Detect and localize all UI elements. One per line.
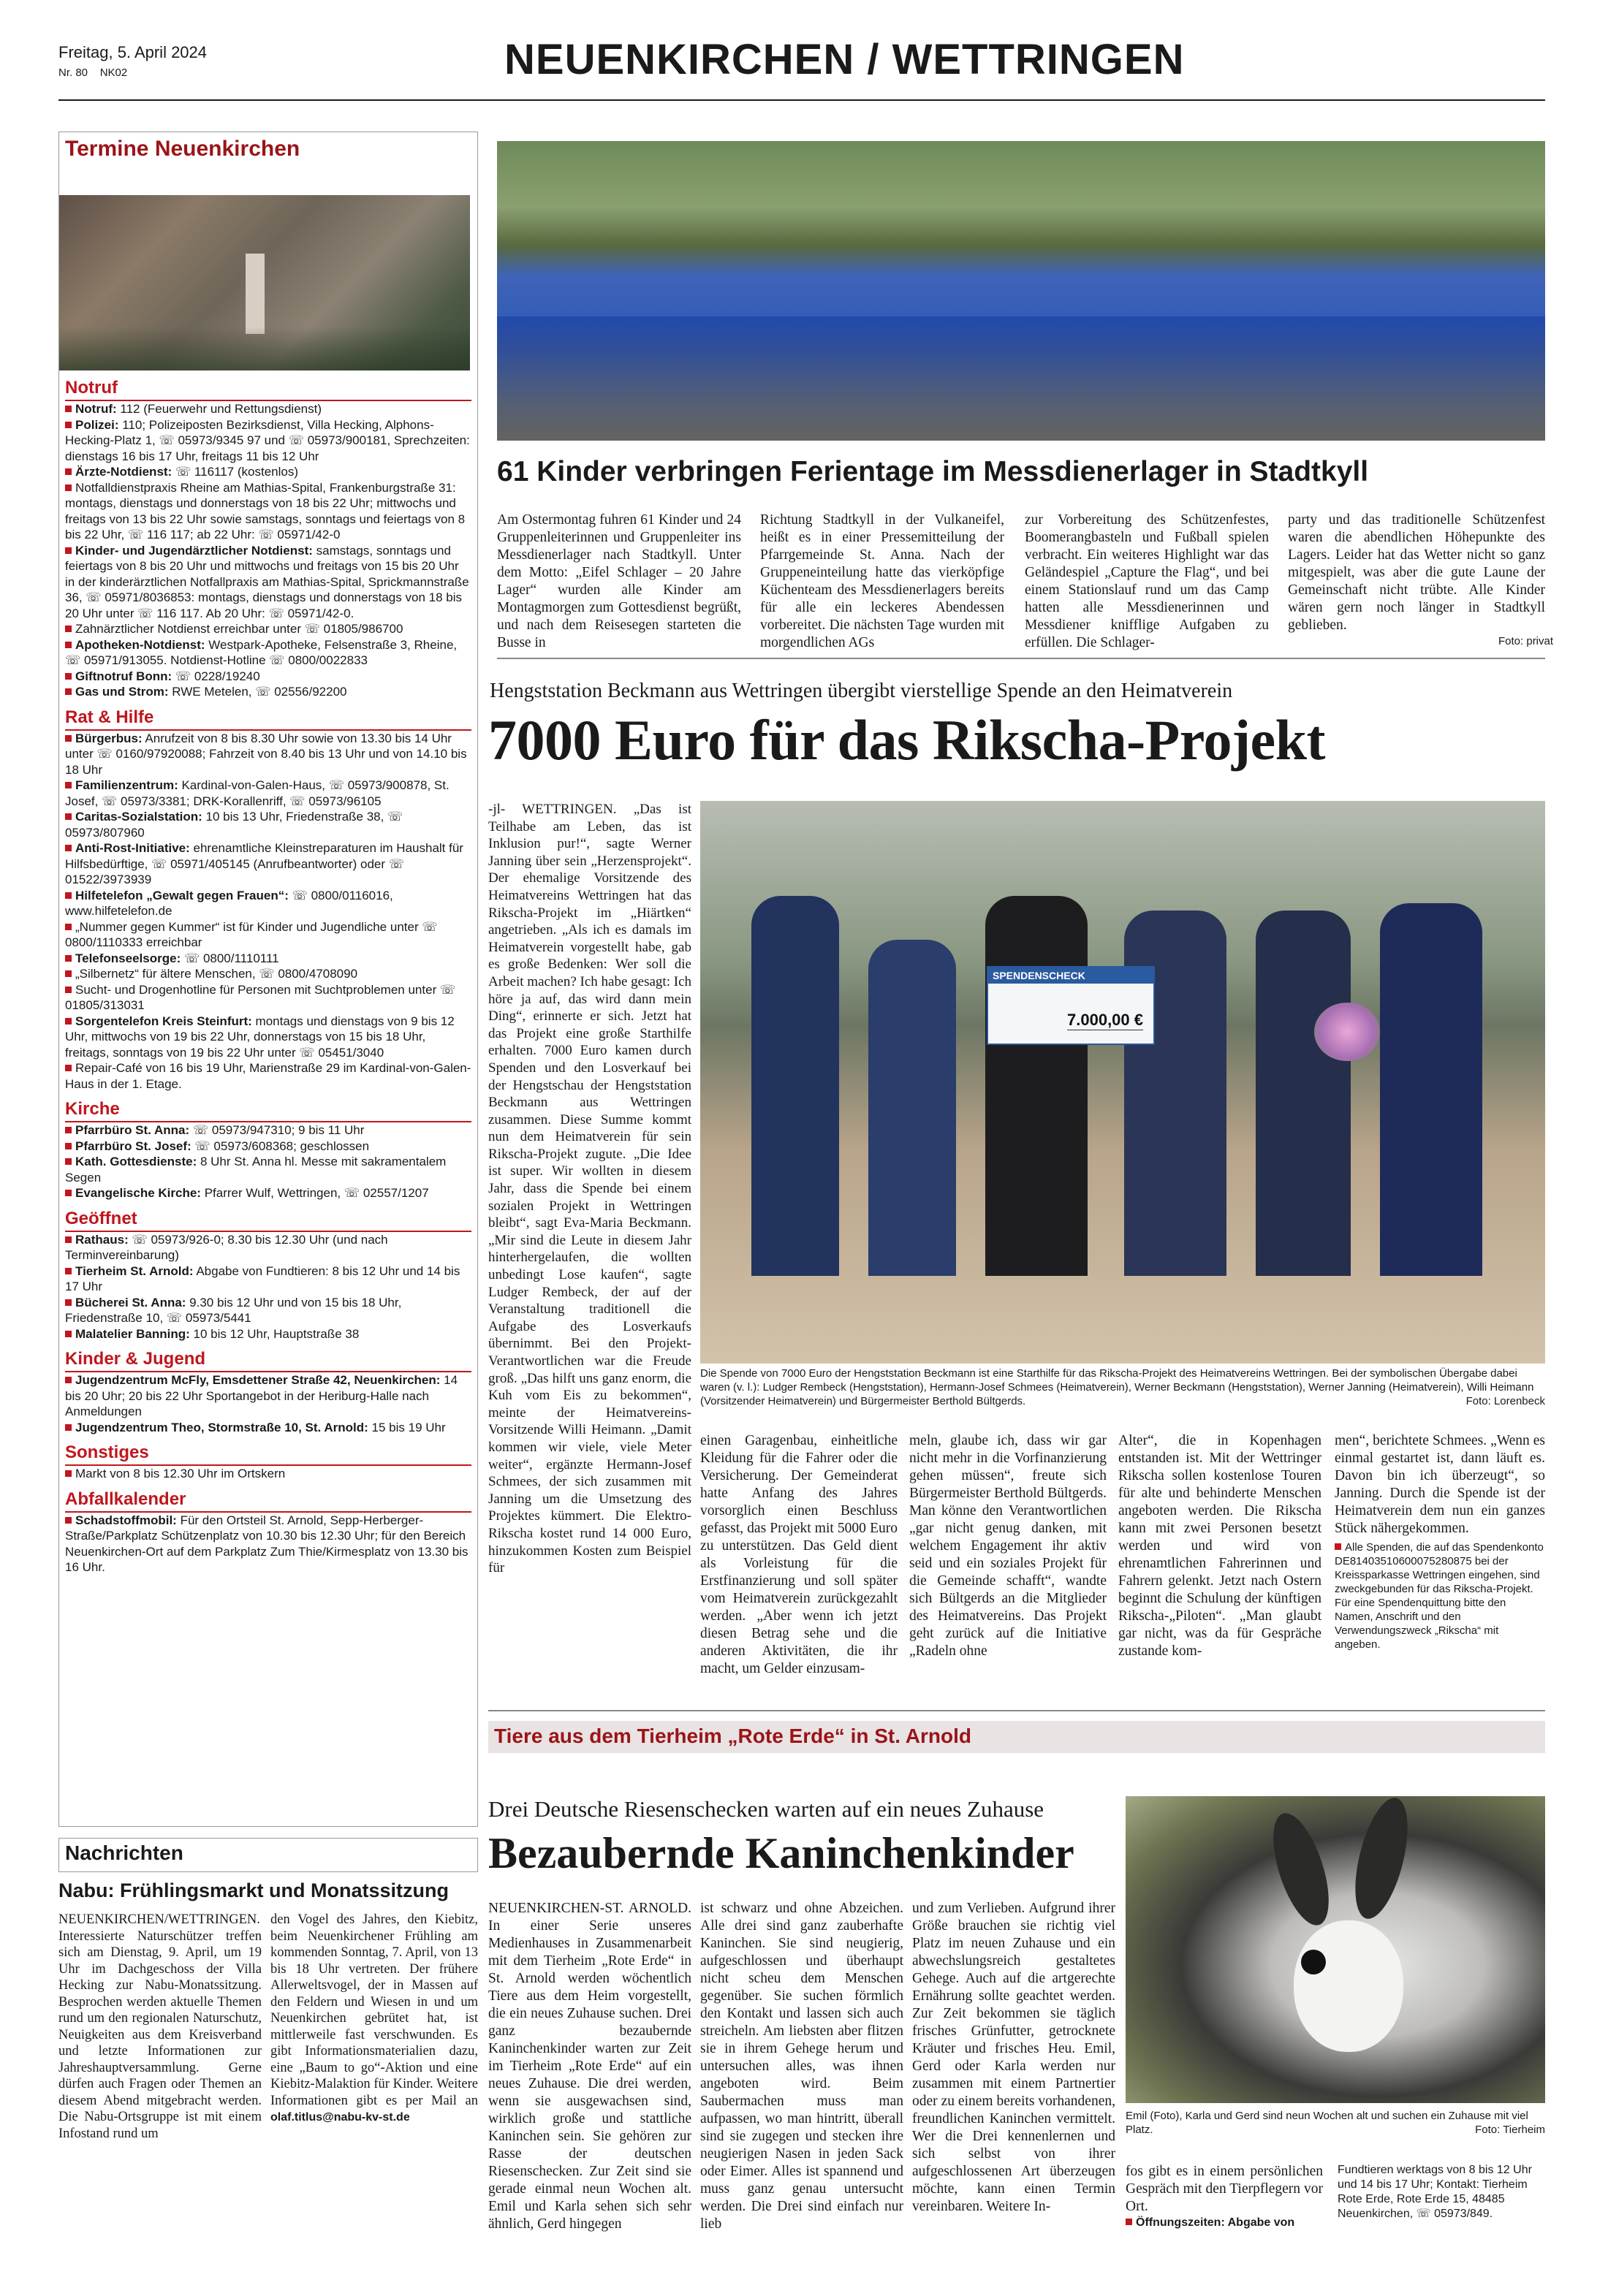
article1-col3: zur Vorbereitung des Schützenfestes, Boomerangbasteln und Fußball spielen verbracht. Ein weiteres Highlight war das Geländespiel „Capture the Flag“, und bei einem Stationslauf rund um das Camp hatten alle Messdienerinnen und Messdiener knifflige Aufgaben zu erfüllen. Die Schlager- xyxy=(1025,512,1269,650)
bullet-icon xyxy=(65,468,72,475)
termine-entry: Pfarrbüro St. Anna: ☏ 05973/947310; 9 bis 11 Uhr xyxy=(65,1122,471,1139)
termine-entry: „Silbernetz“ für ältere Menschen, ☏ 0800/4708090 xyxy=(65,966,471,982)
termine-entry: Bürgerbus: Anrufzeit von 8 bis 8.30 Uhr sowie von 13.30 bis 14 Uhr unter ☏ 0160/97920088; Fahrzeit von 8.40 bis 13 Uhr und von 14.10 bis 18 Uhr xyxy=(65,731,467,777)
bullet-icon xyxy=(65,547,72,554)
spendenscheck: SPENDENSCHECK 7.000,00 € xyxy=(987,966,1155,1045)
termine-entry: Kath. Gottesdienste: 8 Uhr St. Anna hl. Messe mit sakramentalem Segen xyxy=(65,1155,447,1185)
rabbit-ear-shape xyxy=(1345,1796,1417,1924)
rabbit-ear-shape xyxy=(1262,1807,1340,1932)
termine-entry: Tierheim St. Arnold: Abgabe von Fundtieren: 8 bis 12 Uhr und 14 bis 17 Uhr xyxy=(65,1263,460,1293)
nachrichten-box xyxy=(58,1838,478,1872)
bullet-icon xyxy=(65,673,72,680)
article1-col4: party und das traditionelle Schützenfest waren die abendlichen Höhepunkte des Lagers. Leider hat das Wetter nicht so ganz mitgespielt, was aber die gute Laune der Gemeinschaft nicht trübte. Alle Kinder wären gern noch länger in Stadtkyll geblieben. xyxy=(1288,512,1545,633)
termine-section-title: Geöffnet xyxy=(65,1209,471,1232)
bullet-icon xyxy=(65,924,72,930)
termine-entry: Gas und Strom: RWE Metelen, ☏ 02556/92200 xyxy=(65,684,471,700)
termine-entry: Evangelische Kirche: Pfarrer Wulf, Wettringen, ☏ 02557/1207 xyxy=(65,1185,471,1201)
article2-headline: 7000 Euro für das Rikscha-Projekt xyxy=(488,708,1325,772)
termine-section xyxy=(65,707,471,1092)
article3-caption: Emil (Foto), Karla und Gerd sind neun Wochen alt und suchen ein Zuhause mit viel Platz. Foto: Tierheim xyxy=(1126,2110,1545,2136)
bullet-icon xyxy=(65,688,72,695)
termine-entry: Pfarrbüro St. Josef: ☏ 05973/608368; geschlossen xyxy=(65,1139,471,1155)
termine-entry: Hilfetelefon „Gewalt gegen Frauen“: ☏ 0800/0116016, www.hilfetelefon.de xyxy=(65,888,393,918)
article1-col2: Richtung Stadtkyll in der Vulkaneifel, heißt es in einer Pressemitteilung der Pfarrgemeinde St. Anna. Nach der Gruppeneinteilung hatte das vierköpfige Küchenteam des Messdienerlagers bereits für alle ein leckeres Abendessen vorbereitet. Die nächsten Tage wurden mit morgendlichen AGs xyxy=(760,512,1004,650)
bullet-icon xyxy=(65,987,72,993)
termine-section-title: Notruf xyxy=(65,378,471,401)
bullet-icon xyxy=(65,1127,72,1133)
bullet-icon xyxy=(65,406,72,412)
bullet-icon xyxy=(65,1143,72,1149)
bullet-icon xyxy=(65,1331,72,1337)
article3-photo-credit: Foto: Tierheim xyxy=(1475,2124,1545,2136)
cheque-handover-photo xyxy=(700,801,1545,1364)
page-title: NEUENKIRCHEN / WETTRINGEN xyxy=(504,36,1185,83)
bullet-icon xyxy=(65,813,72,820)
bullet-icon xyxy=(65,1065,72,1071)
termine-entry: Markt von 8 bis 12.30 Uhr im Ortskern xyxy=(65,1466,471,1482)
termine-entry: Caritas-Sozialstation: 10 bis 13 Uhr, Friedenstraße 38, ☏ 05973/807960 xyxy=(65,810,403,840)
article1-col1: Am Ostermontag fuhren 61 Kinder und 24 Gruppenleiterinnen und Gruppenleiter ins Messdienerlager nach Stadtkyll. Unter dem Motto: „Eifel Schlager – 20 Jahre Lager“ wurden alle Kinder am Montagmorgen zum Gottesdienst begrüßt, und nach dem Reisesegen starteten die Busse in xyxy=(497,512,741,650)
article2-col2: einen Garagenbau, einheitliche Kleidung für die Fahrer oder die Versicherung. Der Gemeinderat hatte Anfang des Jahres vorsorglich einen Beschluss gefasst, das Projekt mit 5000 Euro zu unterstützen. Das Geld dient als Vorleistung für die Erstfinanzierung und soll später vom Heimatverein zurückgezahlt werden. „Aber wenn ich jetzt diesen Betrag sehe und die anderen Aktivitäten, die ihr macht, um Gelder einzusam- xyxy=(700,1433,898,1676)
termine-section xyxy=(65,1099,471,1201)
bullet-icon xyxy=(65,1377,72,1383)
article3-col3: und zum Verlieben. Aufgrund ihrer Größe brauchen sie richtig viel Platz im neuen Zuhause und ein abwechslungsreich gestaltetes Gehege. Auch auf die artgerechte Ernährung sollte geachtet werden. Zur Zeit bekommen sie täglich frisches Grünfutter, getrocknete Kräuter und frisches Heu. Emil, Gerd oder Karla werden nur zusammen mit einem Partnertier oder zu einem bereits vorhandenen, freundlichen Kaninchen vermittelt. Wer die Drei kennenlernen und sich selbst von ihrer aufgeschlossenen Art überzeugen möchte, kann einen Termin vereinbaren. Weitere In- xyxy=(912,1901,1115,2214)
rabbit-eye-shape xyxy=(1301,1950,1326,1974)
bullet-icon xyxy=(65,484,72,491)
termine-section-title: Rat & Hilfe xyxy=(65,707,471,731)
termine-entry: Polizei: 110; Polizeiposten Bezirksdienst, Villa Hecking, Alphons-Hecking-Platz 1, ☏ 05973/9345 97 und ☏ 05973/900181, Sprechzeiten: dienstags 16 bis 17 Uhr, freitags 11 bis 12 Uhr xyxy=(65,417,470,463)
issue-number: Nr. 80 xyxy=(58,66,88,79)
termine-list xyxy=(59,378,477,1575)
termine-heading: Termine Neuenkirchen xyxy=(65,137,300,161)
termine-section-title: Kinder & Jugend xyxy=(65,1349,471,1372)
edition-code: NK02 xyxy=(99,66,128,79)
bullet-icon xyxy=(65,1236,72,1243)
article2-col3: meln, glaube ich, dass wir gar nicht mehr in die Vorfinanzierung gehen müssen“, freute sich Bürgermeister Berthold Bültgerds. Man könne den Verantwortlichen „gar nicht genug danken, mit welchem Engagement ihr aktiv seid und ein soziales Projekt für die Gemeinde schafft“, wandte sich Bültgerds an die Mitglieder des Heimatvereins. Das Projekt geht zurück auf die Initiative „Radeln ohne xyxy=(909,1433,1107,1659)
bullet-icon xyxy=(65,422,72,428)
termine-entry: Notruf: 112 (Feuerwehr und Rettungsdienst) xyxy=(65,401,471,417)
article3-col1: NEUENKIRCHEN-ST. ARNOLD. In einer Serie unseres Medienhauses in Zusammenarbeit mit dem Tierheim „Rote Erde“ in St. Arnold werden wöchentlich Tiere aus dem Heim vorgestellt, die ein neues Zuhause suchen. Drei ganz bezaubernde Kaninchenkinder warten zur Zeit im Tierheim „Rote Erde“ auf ein neues Zuhause. Die drei werden, wenn sie ausgewachsen sind, wirklich große und stattliche Kaninchen sein. Sie gehören zur Rasse der deutschen Riesenschecken. Zur Zeit sind sie gerade einmal neun Wochen alt. Emil und Karla sehen sich sehr ähnlich, Gerd hingegen xyxy=(488,1901,691,2232)
group-photo-messdiener xyxy=(497,141,1545,441)
termine-section xyxy=(65,1442,471,1482)
church-tower-shape xyxy=(246,254,265,334)
article3-col4: fos gibt es in einem persönlichen Gespräch mit den Tierpflegern vor Ort. Öffnungszeiten: Abgabe von xyxy=(1126,2164,1323,2229)
bullet-icon xyxy=(65,1470,72,1477)
bullet-icon xyxy=(65,642,72,648)
termine-entry: Notfalldienstpraxis Rheine am Mathias-Spital, Frankenburgstraße 31: montags, dienstags und donnerstags von 18 bis 22 Uhr; mittwochs und freitags von 13 bis 22 Uhr sowie samstags, sonntags und feiertags von 8 bis 22 Uhr, ☏ 116 117; ab 22 Uhr: ☏ 05971/42-0 xyxy=(65,480,466,541)
bullet-icon xyxy=(65,1190,72,1196)
termine-entry: Sucht- und Drogenhotline für Personen mit Suchtproblemen unter ☏ 01805/313031 xyxy=(65,982,456,1012)
article3-col2: ist schwarz und ohne Abzeichen. Alle drei sind ganz zauberhafte Kaninchen. Sie sind neugierig, aufgeschlossen und überhaupt nicht scheu dem Menschen gegenüber. Sie suchen förmlich den Kontakt und lassen sich auch streicheln. Am liebsten aber flitzen sie in ihrem Gehege herum und untersuchen alles, was ihnen angeboten wird. Beim Saubermachen muss man aufpassen, wo man hintritt, überall sind sie zugegen und stecken ihre neugierigen Nasen in jeden Sack oder Eimer. Alles ist spannend und muss ganz genau untersucht werden. Die Drei sind einfach nur lieb xyxy=(700,1901,903,2232)
termine-entry: Malatelier Banning: 10 bis 12 Uhr, Hauptstraße 38 xyxy=(65,1326,471,1342)
article2-caption: Die Spende von 7000 Euro der Hengststation Beckmann ist eine Starthilfe für das Rikscha-Projekt des Heimatvereins Wettringen. Bei der symbolischen Übergabe dabei waren (v. l.): Ludger Rembeck (Hengststation), Hermann-Josef Schmees (Heimatverein), Werner Beckmann (Hengststation), Werner Janning (Heimatverein), Willi Heimann (Vorsitzender Heimatverein) und Bürgermeister Berthold Bültgerds. Foto: Lorenbeck xyxy=(700,1367,1545,1407)
header-rule xyxy=(58,99,1545,101)
spendenkonto-note: Alle Spenden, die auf das Spendenkonto DE81403510600075280875 bei der Kreissparkasse Wettringen eingehen, sind zweckgebunden für das Rikscha-Projekt. Für eine Spendenquittung bitte den Namen, Anschrift und den Verwendungszweck „Rikscha“ mit angeben. xyxy=(1335,1541,1544,1651)
termine-entry: Giftnotruf Bonn: ☏ 0228/19240 xyxy=(65,669,471,685)
article2-kicker: Hengststation Beckmann aus Wettringen übergibt vierstellige Spende an den Heimatverein xyxy=(490,680,1233,702)
termine-entry: Bücherei St. Anna: 9.30 bis 12 Uhr und von 15 bis 18 Uhr, Friedenstraße 10, ☏ 05973/5441 xyxy=(65,1295,402,1325)
termine-section-title: Sonstiges xyxy=(65,1442,471,1466)
termine-entry: Kinder- und Jugendärztlicher Notdienst: samstags, sonntags und feiertags von 8 bis 20 Uhr und mittwochs und freitags von 15 bis 20 Uhr in der kinderärztlichen Notfallpraxis am Mathias-Spital, Sprickmannstraße 36, ☏ 05971/8036853: montags, dienstags und donnerstags von 18 bis 20 Uhr unter ☏ 116 117. Ab 20 Uhr: ☏ 05971/42-0. xyxy=(65,543,469,620)
rabbit-face-shape xyxy=(1294,1920,1403,2052)
bullet-icon xyxy=(65,1299,72,1306)
article2-photo-credit: Foto: Lorenbeck xyxy=(1465,1395,1545,1407)
termine-entry: Familienzentrum: Kardinal-von-Galen-Haus, ☏ 05973/900878, St. Josef, ☏ 05973/3381; DRK-Korallenriff, ☏ 05973/96105 xyxy=(65,778,450,808)
article2-lead-col: -jl- WETTRINGEN. „Das ist Teilhabe am Leben, das ist Inklusion pur!“, sagte Werner Janning über sein „Herzensprojekt“. Der ehemalige Vorsitzende des Heimatvereins Wettringen hat das Rikscha-Projekt im „Hiärtken“ angetrieben. „Als ich es damals im Heimatverein vorgestellt habe, gab es große Bedenken: Wer soll die Arbeit machen? Ich habe gesagt: Ich höre ja auf, das wird dann mein Ding“, erinnerte er sich. Jetzt hat das Projekt eine große Starthilfe erhalten. 7000 Euro kamen durch Spenden und den Losverkauf bei der Hengstschau der Hengststation Beckmann aus Wettringen zusammen. Diese Summe kommt nun dem Heimatverein für sein Rikscha-Projekt zugute. „Die Idee ist super. Wir wollten in diesem Jahr, dass die Spende bei einem sozialen Projekt in Wettringen bleibt“, sagt Eva-Maria Beckmann. „Mir sind die Leute in diesem Jahr hinterhergelaufen, die wollten unbedingt Lose kaufen“, sagte Ludger Rembeck, der auf der Veranstaltung traditionell die Aufgabe des Losverkaufs übernimmt. Bei den Projekt-Verantwortlichen war die Freude groß. „Das hilft uns ganz enorm, die Kuh vom Eis zu bekommen“, meinte der Heimatvereins-Vorsitzende Willi Heimann. „Damit kommen wir viele, viele Meter weiter“, ergänzte Hermann-Josef Schmees, der sich zusammen mit Janning um die Umsetzung des Projektes kümmert. Die Elektro-Rikscha kostet rund 14 000 Euro, hinzukommen Kosten zum Beispiel für xyxy=(488,802,692,1576)
bullet-icon xyxy=(65,1424,72,1431)
bullet-icon xyxy=(65,970,72,977)
bullet-icon xyxy=(65,1268,72,1274)
termine-entry: Sorgentelefon Kreis Steinfurt: montags und dienstags von 9 bis 12 Uhr, mittwochs von 19 bis 22 Uhr, donnerstags von 15 bis 18 Uhr, freitags, sonntags von 19 bis 22 Uhr unter ☏ 05451/3040 xyxy=(65,1014,455,1060)
rabbit-photo xyxy=(1126,1796,1545,2103)
termine-box xyxy=(58,132,478,1827)
termine-section-title: Kirche xyxy=(65,1099,471,1122)
person-shape xyxy=(868,940,956,1276)
nabu-email-link[interactable]: olaf.titlus@nabu-kv-st.de xyxy=(270,2111,410,2124)
termine-entry: Schadstoffmobil: Für den Ortsteil St. Arnold, Sepp-Herberger-Straße/Parkplatz Schützenplatz von 10.30 bis 12.30 Uhr; für den Bereich Neuenkirchen-Ort auf dem Parkplatz Zum Thie/Kirmesplatz von 13.30 bis 16 Uhr. xyxy=(65,1513,469,1574)
issue-date: Freitag, 5. April 2024 xyxy=(58,43,208,61)
termine-entry: Apotheken-Notdienst: Westpark-Apotheke, Felsenstraße 3, Rheine, ☏ 05971/913055. Notdienst-Hotline ☏ 0800/0022833 xyxy=(65,637,458,667)
person-shape xyxy=(1124,911,1226,1276)
termine-section xyxy=(65,1209,471,1342)
termine-entry: Repair-Café von 16 bis 19 Uhr, Marienstraße 29 im Kardinal-von-Galen-Haus in der 1. Etage. xyxy=(65,1061,471,1091)
tierheim-banner: Tiere aus dem Tierheim „Rote Erde“ in St. Arnold xyxy=(488,1721,1545,1753)
bullet-icon xyxy=(65,955,72,962)
bullet-icon xyxy=(65,845,72,851)
town-aerial-photo xyxy=(59,195,470,370)
masthead-meta xyxy=(58,42,207,83)
article3-headline: Bezaubernde Kaninchenkinder xyxy=(488,1829,1074,1877)
nachrichten-col2: den Vogel des Jahres, den Kiebitz, beim Neuenkirchener Frühling am kommenden Sonntag, 7. April, von 13 bis 18 Uhr vertreten. Der frühere Allerweltsvogel, der in Massen auf den Feldern und Wiesen in und um Neuenkirchen gebrütet hat, ist mittlerweile fast verschwunden. Es gibt Informationsmaterialien dazu, eine „Baum to go“-Aktion und eine Kiebitz-Malaktion für Kinder. Weitere Informationen gibt es per Mail an olaf.titlus@nabu-kv-st.de xyxy=(270,1912,478,2124)
termine-entry: „Nummer gegen Kummer“ ist für Kinder und Jugendliche unter ☏ 0800/1110333 erreichbar xyxy=(65,919,438,949)
bullet-icon xyxy=(65,1018,72,1025)
termine-section-title: Abfallkalender xyxy=(65,1489,471,1513)
termine-entry: Anti-Rost-Initiative: ehrenamtliche Kleinstreparaturen im Haushalt für Hilfsbedürftige, ☏ 05971/405145 (Anrufbeantworter) oder ☏ 01522/3973939 xyxy=(65,841,463,886)
article2-col4: Alter“, die in Kopenhagen entstanden ist. Mit der Wettringer Rikscha sollen kostenlose Touren für alte und behinderte Menschen angeboten werden. Die Rikscha kann mit zwei Personen besetzt werden und wird von ehrenamtlichen Fahrerinnen und Fahrern gelenkt. Jetzt nach Ostern beginnt die Schulung der künftigen Rikscha-„Piloten“. „Man glaubt gar nicht, was da für Gespräche zustande kom- xyxy=(1118,1433,1321,1659)
flower-bouquet xyxy=(1314,1003,1380,1061)
opening-hours-label: Öffnungszeiten: Abgabe von xyxy=(1136,2216,1295,2229)
nachrichten-title: Nabu: Frühlingsmarkt und Monatssitzung xyxy=(58,1879,449,1901)
termine-entry: Jugendzentrum Theo, Stormstraße 10, St. Arnold: 15 bis 19 Uhr xyxy=(65,1420,471,1436)
termine-entry: Zahnärztlicher Notdienst erreichbar unter ☏ 01805/986700 xyxy=(65,621,471,637)
bullet-icon xyxy=(65,1517,72,1524)
person-shape xyxy=(751,896,839,1276)
person-shape xyxy=(1380,903,1482,1276)
article3-col5: Fundtieren werktags von 8 bis 12 Uhr und 14 bis 17 Uhr; Kontakt: Tierheim Rote Erde, Rote Erde 15, 48485 Neuenkirchen, ☏ 05973/849. xyxy=(1338,2164,1532,2220)
article1-headline: 61 Kinder verbringen Ferientage im Messdienerlager in Stadtkyll xyxy=(497,456,1369,487)
bullet-icon xyxy=(65,626,72,632)
termine-entry: Telefonseelsorge: ☏ 0800/1110111 xyxy=(65,951,471,967)
termine-entry: Jugendzentrum McFly, Emsdettener Straße 42, Neuenkirchen: 14 bis 20 Uhr; 20 bis 22 Uhr Sportangebot in der Heriburg-Halle nach Anmeldungen xyxy=(65,1373,458,1418)
bullet-icon xyxy=(65,1158,72,1165)
article1-photo-credit: Foto: privat xyxy=(1498,635,1554,647)
termine-entry: Rathaus: ☏ 05973/926-0; 8.30 bis 12.30 Uhr (und nach Terminvereinbarung) xyxy=(65,1232,388,1262)
termine-entry: Ärzte-Notdienst: ☏ 116117 (kostenlos) xyxy=(65,464,471,480)
person-shape xyxy=(985,896,1088,1276)
article3-kicker: Drei Deutsche Riesenschecken warten auf ein neues Zuhause xyxy=(488,1796,1044,1822)
bullet-icon xyxy=(65,892,72,899)
article2-col5: men“, berichtete Schmees. „Wenn es einmal gestartet ist, dann läuft es. Davon bin ich überzeugt“, so Janning. Durch die Spende ist der Heimatverein dem nun ein ganzes Stück nähergekommen. Alle Spenden, die auf das Spendenkonto DE81403510600075280875 bei der Kreissparkasse Wettringen eingehen, sind zweckgebunden für das Rikscha-Projekt. Für eine Spendenquittung bitte den Namen, Anschrift und den Verwendungszweck „Rikscha“ mit angeben. xyxy=(1335,1433,1545,1651)
nachrichten-col1: NEUENKIRCHEN/WETTRINGEN. Interessierte Naturschützer treffen sich am Dienstag, 9. April, um 19 Uhr im Dachgeschoss der Villa Hecking zur Nabu-Monatssitzung. Besprochen werden aktuelle Themen rund um den regionalen Naturschutz, Neuigkeiten aus dem Kreisverband und letzte Informationen zur Jahreshauptversammlung. Gerne dürfen auch Fragen oder Themen an diesem Abend mitgebracht werden. Die Nabu-Ortsgruppe ist mit einem Infostand rund um xyxy=(58,1912,262,2141)
termine-section xyxy=(65,378,471,700)
person-shape xyxy=(1256,911,1351,1276)
bullet-icon xyxy=(65,782,72,788)
nachrichten-heading: Nachrichten xyxy=(65,1841,183,1864)
termine-section xyxy=(65,1489,471,1575)
bullet-icon xyxy=(65,735,72,742)
termine-section xyxy=(65,1349,471,1435)
